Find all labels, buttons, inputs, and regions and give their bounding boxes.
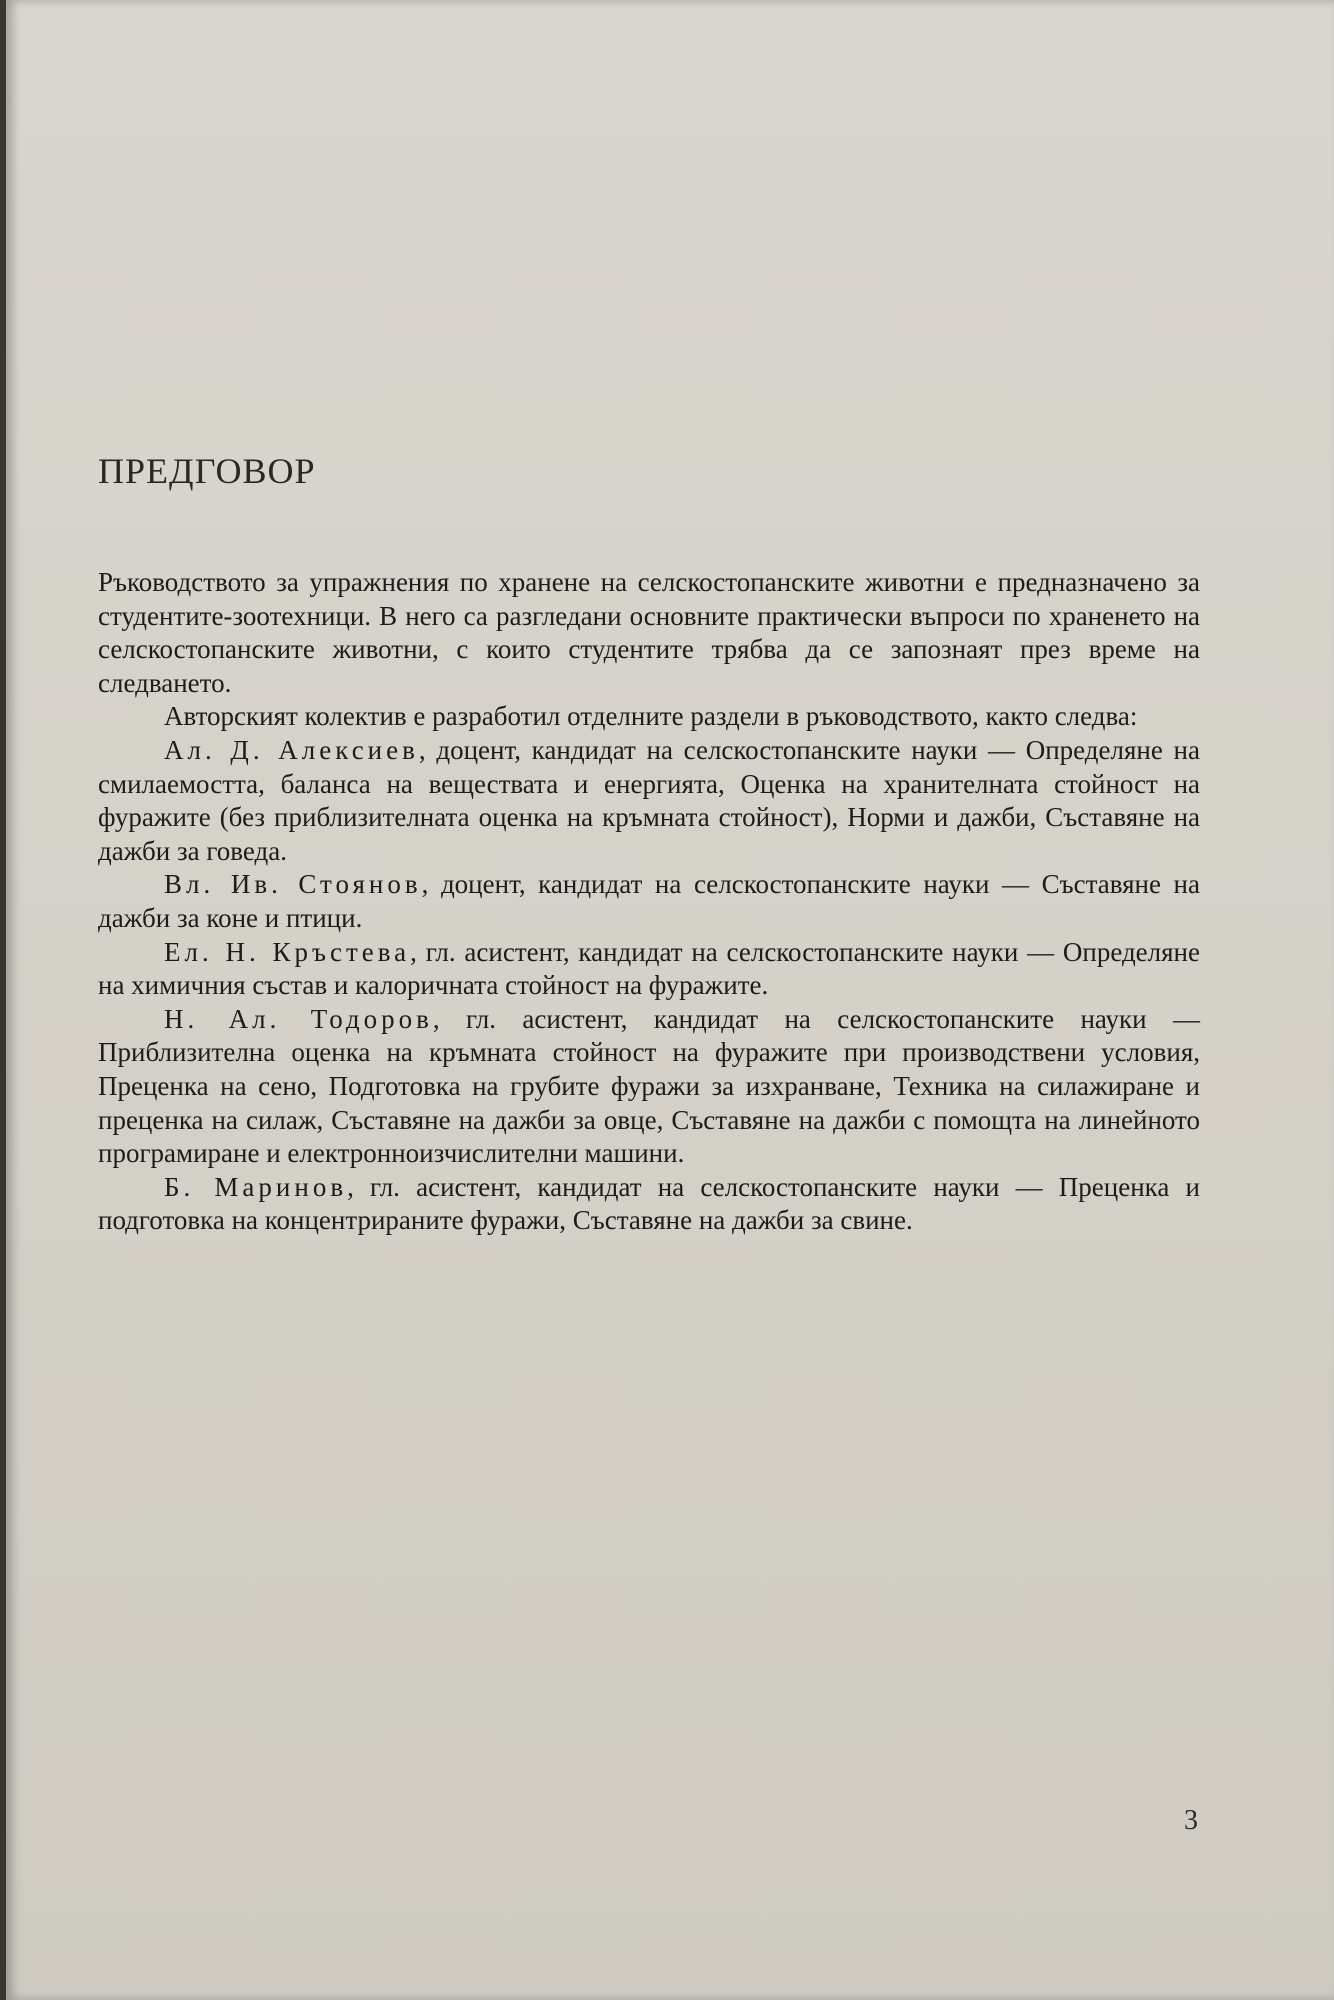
paragraph-collective xyxy=(98,700,1200,734)
author-name: Н. Ал. Тодоров xyxy=(164,1003,433,1034)
paragraph-krasteva xyxy=(98,936,1200,1003)
page-title: ПРЕДГОВОР xyxy=(98,451,316,491)
paragraph-alexiev xyxy=(98,734,1200,868)
paragraph-text: Ръководството за упражнения по хранене на селскостопанските животни е предназначено за студентите-зоотехници. В него са разгледани основните практически въпроси по храненето на селскостопанските животни, с които студентите трябва да се запознаят през време на следването. xyxy=(98,567,1200,698)
paragraph-text: , доцент, кандидат на селскостопанските науки — Определяне на смилаемостта, баланса на веществата и енергията, Оценка на хранителната стойност на фуражите (без приблизителната оценка на кръмната стойност), Норми и дажби, Съставяне на дажби за говеда. xyxy=(98,734,1200,866)
author-name: Вл. Ив. Стоянов xyxy=(164,869,422,900)
book-page xyxy=(6,0,1334,2000)
author-name: Ел. Н. Кръстева xyxy=(164,936,411,967)
paragraph-stoyanov xyxy=(98,868,1200,935)
paragraph-intro xyxy=(98,566,1200,700)
author-name: Ал. Д. Алексиев xyxy=(164,734,419,765)
paragraph-todorov xyxy=(98,1003,1200,1171)
paragraph-text: Авторският колектив е разработил отделните раздели в ръководството, както следва: xyxy=(164,701,1138,732)
paragraph-text: , гл. асистент, кандидат на селскостопанските науки — Приблизителна оценка на кръмната стойност на фуражите при производствени условия, Преценка на сено, Подготовка на грубите фуражи за изхранване, Техника на силажиране и преценка на силаж, Съставяне на дажби за овце, Съставяне на дажби с помощта на линейното програмиране и електронноизчислителни машини. xyxy=(98,1003,1200,1169)
author-name: Б. Маринов xyxy=(164,1171,348,1202)
paragraph-text: , гл. асистент, кандидат на селскостопанските науки — Определяне на химичния състав и калоричната стойност на фуражите. xyxy=(98,936,1200,1001)
paragraph-marinov xyxy=(98,1171,1200,1238)
preface-body xyxy=(98,566,1200,1238)
page-number: 3 xyxy=(1184,1805,1198,1836)
paragraph-text: , доцент, кандидат на селскостопанските науки — Съставяне на дажби за коне и птици. xyxy=(98,869,1200,933)
paragraph-text: , гл. асистент, кандидат на селскостопанските науки — Преценка и подготовка на концентрираните фуражи, Съставяне на дажби за свине. xyxy=(98,1171,1200,1236)
